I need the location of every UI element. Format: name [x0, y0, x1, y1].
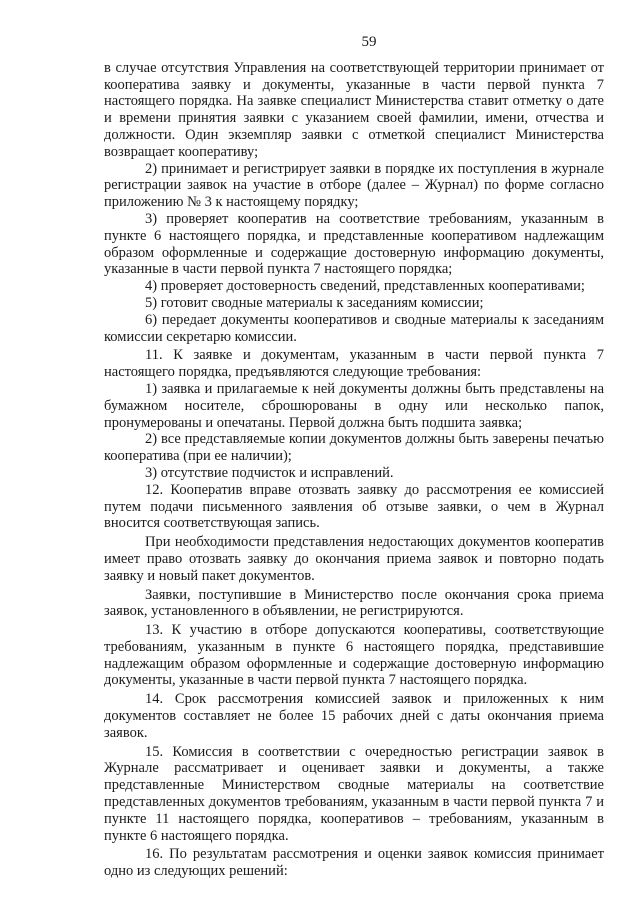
paragraph-requirement-2: 2) все представляемые копии документов должны быть заверены печатью кооператива (при ее наличии); [104, 431, 604, 465]
paragraph-late-applications: Заявки, поступившие в Министерство после окончания срока приема заявок, установленного в объявлении, не регистрируются. [104, 586, 604, 620]
paragraph-item-6: 6) передает документы кооперативов и сводные материалы к заседаниям комиссии секретарю комиссии. [104, 311, 604, 345]
paragraph-item-3: 3) проверяет кооператив на соответствие требованиям, указанным в пункте 6 настоящего порядка, и представленные кооперативом надлежащим образом оформленные и содержащие достоверную информацию документы, указанные в части первой пункта 7 настоящего порядка; [104, 210, 604, 278]
paragraph-section-11: 11. К заявке и документам, указанным в части первой пункта 7 настоящего порядка, предъявляются следующие требования: [104, 347, 604, 381]
paragraph-section-13: 13. К участию в отборе допускаются кооперативы, соответствующие требованиям, указанным в пункте 6 настоящего порядка, представившие надлежащим образом оформленные и содержащие достоверную информацию документы, указанные в части первой пункта 7 настоящего порядка. [104, 622, 604, 689]
paragraph-section-15: 15. Комиссия в соответствии с очередностью регистрации заявок в Журнале рассматривает и оценивает заявки и документы, а также представленные Министерством сводные материалы на соответствие представленных документов требованиям, указанным в части первой пункта 7 и пункте 11 настоящего порядка, кооперативов – требованиям, указанным в пункте 6 настоящего порядка. [104, 743, 604, 844]
paragraph-section-14: 14. Срок рассмотрения комиссией заявок и приложенных к ним документов составляет не более 15 рабочих дней с даты окончания приема заявок. [104, 691, 604, 741]
paragraph-requirement-3: 3) отсутствие подчисток и исправлений. [145, 464, 394, 481]
paragraph-missing-documents: При необходимости представления недостающих документов кооператив имеет право отозвать заявку до окончания приема заявок и повторно подать заявку и новый пакет документов. [104, 534, 604, 584]
paragraph-continuation: в случае отсутствия Управления на соответствующей территории принимает от кооператива заявку и документы, указанные в части первой пункта 7 настоящего порядка. На заявке специалист Министерства ставит отметку о дате и времени принятия заявки с указанием своей фамилии, имени, отчества и должности. Один экземпляр заявки с отметкой специалист Министерства возвращает кооперативу; [104, 59, 604, 160]
page-number: 59 [361, 34, 377, 50]
paragraph-section-16: 16. По результатам рассмотрения и оценки заявок комиссия принимает одно из следующих решений: [104, 846, 604, 880]
paragraph-item-5: 5) готовит сводные материалы к заседаниям комиссии; [145, 294, 484, 311]
paragraph-requirement-1: 1) заявка и прилагаемые к ней документы должны быть представлены на бумажном носителе, сброшюрованы в одну или несколько папок, пронумерованы и опечатаны. Первой должна быть подшита заявка; [104, 380, 604, 431]
paragraph-section-12: 12. Кооператив вправе отозвать заявку до рассмотрения ее комиссией путем подачи письменного заявления об отзыве заявки, о чем в Журнал вносится соответствующая запись. [104, 481, 604, 532]
paragraph-item-2: 2) принимает и регистрирует заявки в порядке их поступления в журнале регистрации заявок на участие в отборе (далее – Журнал) по форме согласно приложению № 3 к настоящему порядку; [104, 160, 604, 211]
paragraph-item-4: 4) проверяет достоверность сведений, представленных кооперативами; [145, 278, 585, 295]
